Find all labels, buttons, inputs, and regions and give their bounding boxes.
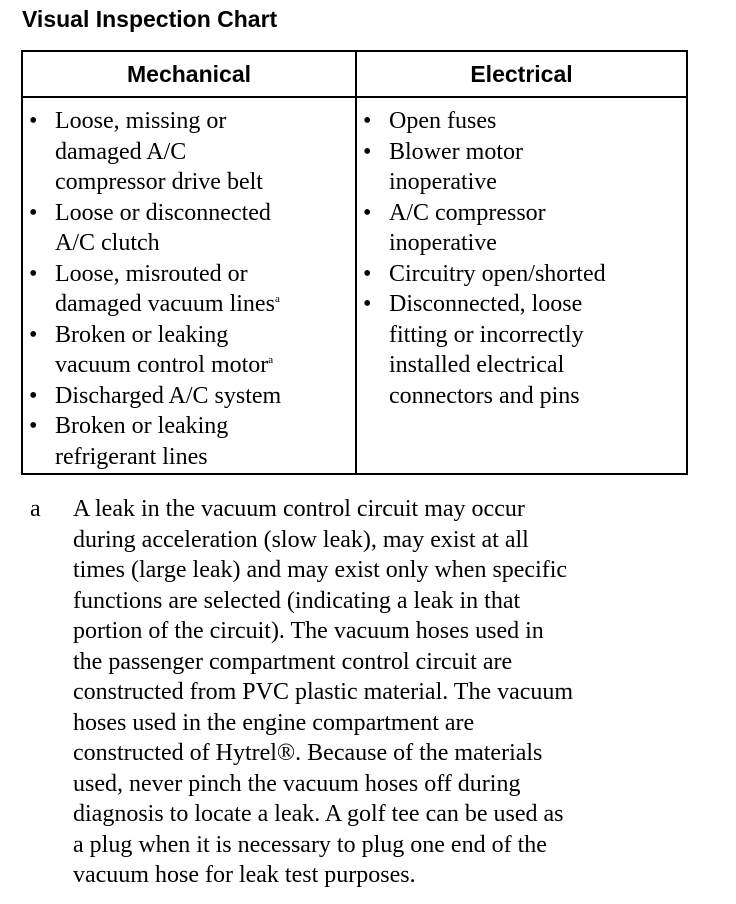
mechanical-item — [29, 198, 349, 259]
footnote-line: during acceleration (slow leak), may exist at all — [73, 526, 529, 553]
footnote-line: constructed from PVC plastic material. The vacuum — [73, 679, 574, 705]
column-divider — [355, 52, 357, 473]
mechanical-item-line: Loose, misrouted or — [55, 260, 248, 287]
bullet-icon: • — [363, 260, 372, 287]
electrical-item — [363, 106, 681, 137]
footnote-mark: a — [30, 496, 41, 522]
electrical-item-line: Circuitry open/shorted — [389, 260, 606, 287]
page-title: Visual Inspection Chart — [22, 6, 278, 32]
footnote-line: constructed of Hytrel®. Because of the materials — [73, 740, 543, 766]
footnote-reference: a — [268, 354, 274, 366]
footnote-line: A leak in the vacuum control circuit may occur — [73, 496, 525, 522]
mechanical-item — [29, 381, 349, 412]
mechanical-item-line: Broken or leaking — [55, 321, 229, 348]
mechanical-item-line: vacuum control motor$^a$ — [55, 352, 274, 378]
header-divider — [23, 96, 686, 98]
mechanical-item-line: A/C clutch — [55, 230, 160, 256]
footnote-text — [73, 494, 723, 891]
inspection-table — [21, 50, 688, 475]
electrical-item — [363, 289, 681, 411]
electrical-item — [363, 259, 681, 290]
mechanical-item-line: Discharged A/C system — [55, 382, 282, 409]
bullet-icon: • — [363, 108, 372, 134]
mechanical-item-line: refrigerant lines — [55, 443, 208, 470]
mechanical-item-list — [29, 106, 349, 472]
bullet-icon: • — [363, 199, 372, 226]
mechanical-item — [29, 320, 349, 381]
bullet-icon: • — [29, 199, 38, 226]
electrical-item-line: inoperative — [389, 169, 497, 195]
bullet-icon: • — [29, 382, 38, 409]
mechanical-item-line: Broken or leaking — [55, 413, 229, 439]
bullet-icon: • — [363, 138, 372, 165]
footnote-reference: a — [274, 293, 280, 305]
mechanical-item-line: compressor drive belt — [55, 169, 263, 195]
footnote-line: a plug when it is necessary to plug one end of the — [73, 831, 547, 858]
mechanical-column-header: Mechanical — [127, 61, 251, 87]
electrical-item-line: fitting or incorrectly — [389, 321, 584, 348]
bullet-icon: • — [29, 108, 38, 134]
electrical-item-line: inoperative — [389, 230, 497, 256]
electrical-item-line: installed electrical — [389, 352, 565, 378]
footnote-line: diagnosis to locate a leak. A golf tee can be used as — [73, 801, 564, 827]
electrical-item-line: connectors and pins — [389, 382, 580, 409]
bullet-icon: • — [29, 321, 38, 348]
mechanical-item-line: Loose, missing or — [55, 108, 227, 134]
footnote-line: vacuum hose for leak test purposes. — [73, 862, 416, 888]
bullet-icon: • — [29, 413, 38, 439]
footnote-line: portion of the circuit). The vacuum hoses used in — [73, 618, 544, 644]
electrical-item-line: A/C compressor — [389, 199, 546, 226]
footnote-line: the passenger compartment control circuit are — [73, 648, 513, 675]
bullet-icon: • — [29, 260, 38, 287]
mechanical-item-line: damaged vacuum lines$^a$ — [55, 291, 280, 317]
bullet-icon: • — [363, 291, 372, 317]
mechanical-item — [29, 411, 349, 472]
mechanical-item-line: Loose or disconnected — [55, 199, 271, 226]
mechanical-item — [29, 259, 349, 320]
footnote-line: functions are selected (indicating a leak in that — [73, 587, 521, 614]
footnote-line: used, never pinch the vacuum hoses off during — [73, 770, 521, 797]
mechanical-item — [29, 106, 349, 198]
electrical-item-line: Blower motor — [389, 138, 523, 165]
electrical-item-list — [363, 106, 681, 411]
electrical-item-line: Open fuses — [389, 108, 497, 134]
footnote-line: times (large leak) and may exist only when specific — [73, 557, 568, 583]
electrical-column-header: Electrical — [470, 61, 573, 87]
electrical-item — [363, 198, 681, 259]
electrical-item — [363, 137, 681, 198]
electrical-item-line: Disconnected, loose — [389, 291, 583, 317]
footnote-line: hoses used in the engine compartment are — [73, 709, 475, 736]
mechanical-item-line: damaged A/C — [55, 138, 187, 165]
